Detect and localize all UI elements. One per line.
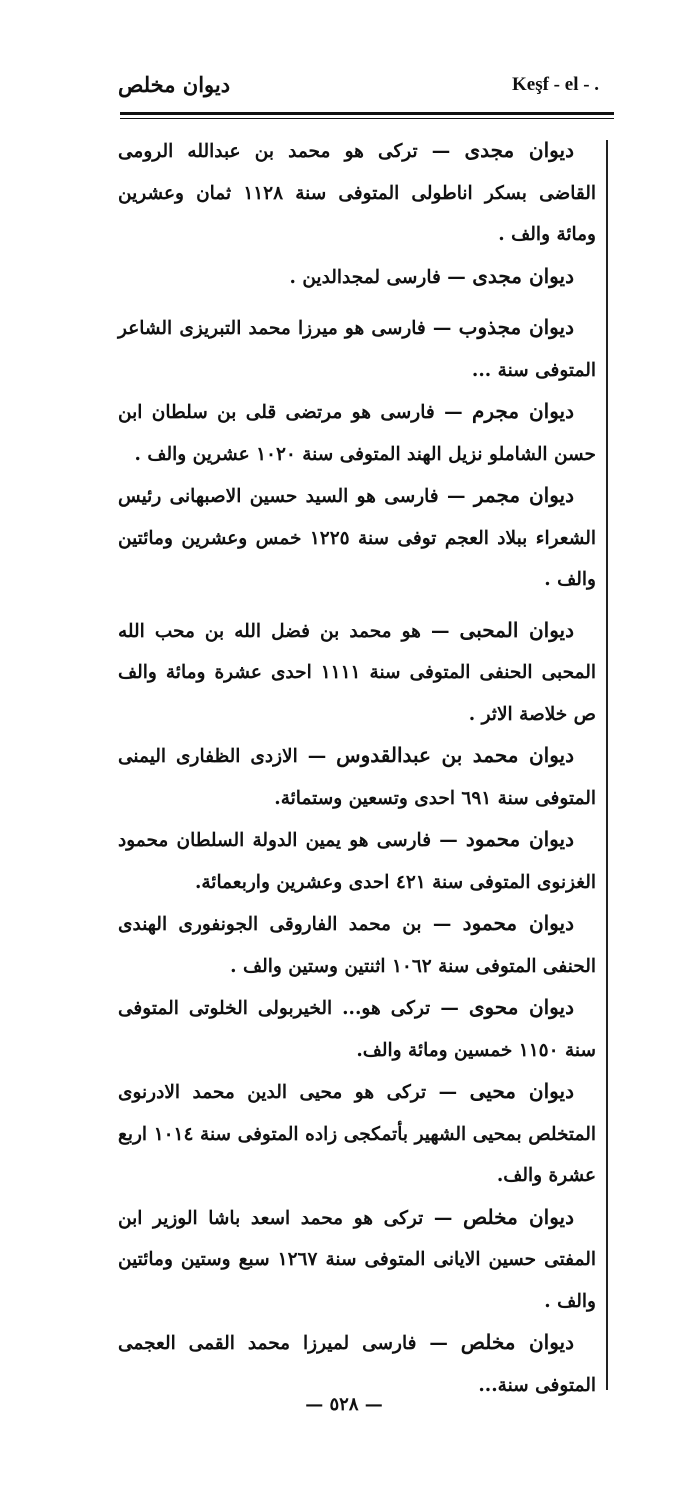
entry <box>118 256 596 299</box>
margin-line <box>606 140 608 1390</box>
entry-title: ديوان مخلص <box>463 1204 574 1229</box>
entry <box>118 391 596 475</box>
entry-title: ديوان مجذوب <box>458 315 574 339</box>
entry-title: ديوان مجدى <box>472 263 574 288</box>
entry <box>118 475 596 601</box>
entry-text: — بن محمد الفاروقى الجونفورى الهندى الحنفى المتوفى سنة ١٠٦٢ اثنتين وستين والف . <box>118 914 596 977</box>
entry-title: ديوان محمد بن عبدالقدوس <box>336 743 574 767</box>
page-body <box>118 130 596 1406</box>
entry-text: — تركى هو... الخيربولى الخلوتى المتوفى سنة ١١٥٠ خمسين ومائة والف. <box>118 998 596 1061</box>
entry-title: ديوان محمود <box>462 911 574 935</box>
entry-title: ديوان محوى <box>468 995 574 1019</box>
entry-title: ديوان مجدى <box>464 138 574 162</box>
entry <box>118 610 596 736</box>
entry-text: — فارسى هو مرتضى قلى بن سلطان ابن حسن الشاملو نزيل الهند المتوفى سنة ١٠٢٠ عشرين والف . <box>118 402 596 465</box>
entry <box>118 987 596 1071</box>
entry <box>118 1071 596 1197</box>
entry-text: — فارسى هو ميرزا محمد التبريزى الشاعر المتوفى سنة ... <box>118 318 596 381</box>
entry <box>118 1197 596 1323</box>
entry-title: ديوان مجرم <box>472 399 574 423</box>
entry <box>118 735 596 819</box>
header-rule-thin <box>120 118 614 119</box>
entry-text: — فارسى هو السيد حسين الاصبهانى رئيس الشعراء ببلاد العجم توفى سنة ١٢٢٥ خمس وعشرين ومائتين والف . <box>118 486 596 590</box>
entry-text: — تركى هو محيى الدين محمد الادرنوى المتخلص بمحيى الشهير بأتمكجى زاده المتوفى سنة ١٠١٤ اربع عشرة والف. <box>118 1082 596 1186</box>
entry-title: ديوان مخلص <box>460 1330 574 1354</box>
entry-text: — فارسى هو يمين الدولة السلطان محمود الغزنوى المتوفى سنة ٤٢١ احدى وعشرين واربعمائة. <box>118 830 596 893</box>
entry <box>118 819 596 903</box>
header-rule <box>120 112 614 115</box>
entry-text: — فارسى لميرزا محمد القمى العجمى المتوفى سنة... <box>118 1333 596 1396</box>
page-header-title: ديوان مخلص <box>118 72 231 97</box>
entry <box>118 903 596 987</box>
entry-text: — تركى هو محمد اسعد باشا الوزير ابن المفتى حسين الايانى المتوفى سنة ١٢٦٧ سبع وستين ومائتين والف . <box>118 1207 596 1312</box>
running-head: Keşf - el - . <box>512 74 600 95</box>
entry-text: — فارسى لمجدالدين . <box>289 266 473 288</box>
page-number: — ٥٢٨ — <box>305 1394 383 1415</box>
entry-title: ديوان محيى <box>469 1079 574 1103</box>
entry <box>118 307 596 391</box>
entry-title: ديوان مجمر <box>473 483 574 507</box>
entry-title: ديوان محمود <box>465 827 574 851</box>
entry-title: ديوان المحبى <box>459 617 574 642</box>
entry-text: — تركى هو محمد بن عبدالله الرومى القاضى بسكر اناطولى المتوفى سنة ١١٢٨ ثمان وعشرين ومائة والف . <box>118 141 596 245</box>
entry <box>118 130 596 256</box>
entry-text: — هو محمد بن فضل الله بن محب الله المحبى الحنفى المتوفى سنة ١١١١ احدى عشرة ومائة والف ص خلاصة الاثر . <box>118 620 596 725</box>
entry-text: — الازدى الظفارى اليمنى المتوفى سنة ٦٩١ احدى وتسعين وستمائة. <box>118 746 596 809</box>
